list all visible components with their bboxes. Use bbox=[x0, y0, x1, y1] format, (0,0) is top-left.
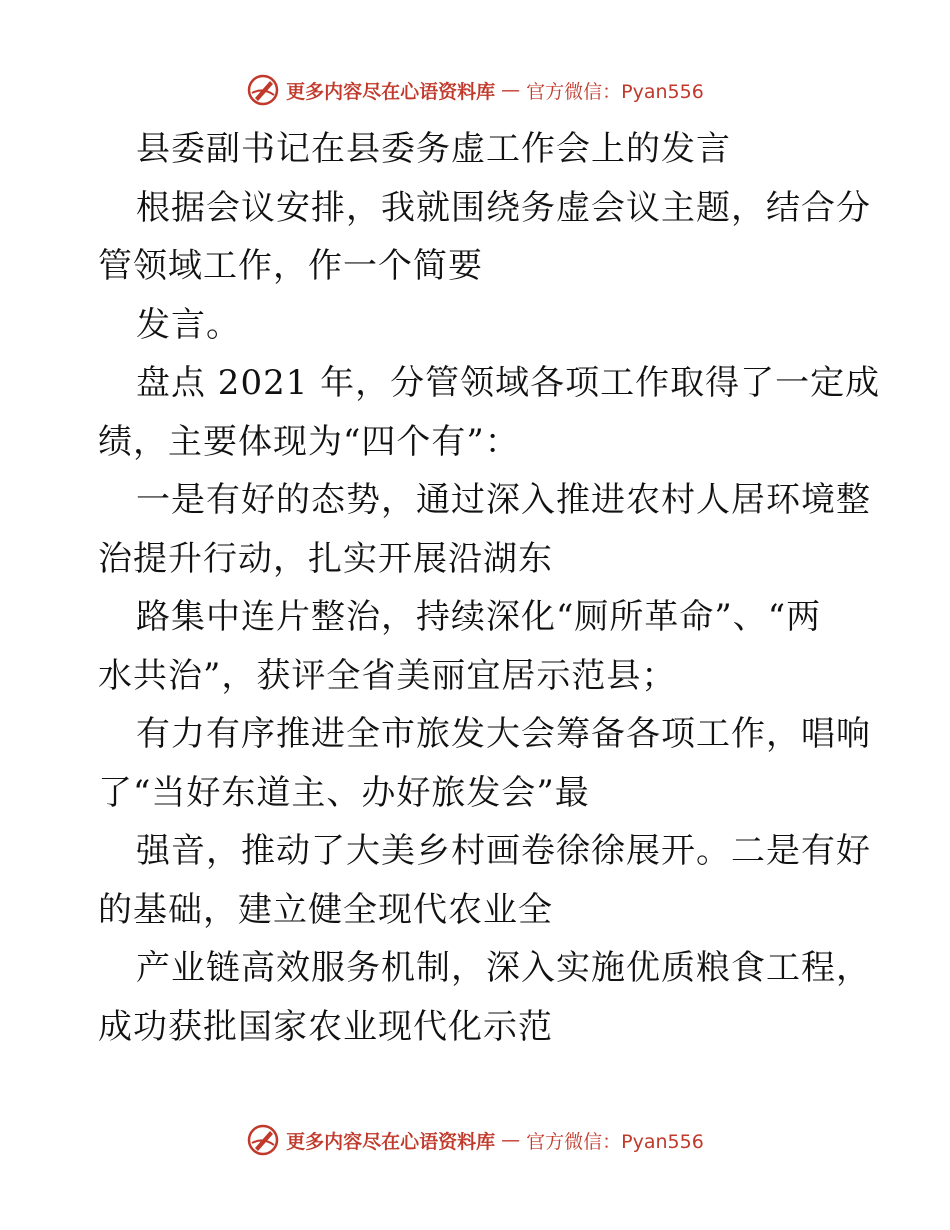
paragraph-line: 的基础，建立健全现代农业全 bbox=[98, 889, 553, 930]
paragraph-line: 水共治”，获评全省美丽宜居示范县； bbox=[98, 655, 677, 696]
header-watermark bbox=[0, 70, 950, 110]
header-brand-text: 更多内容尽在心语资料库 bbox=[286, 80, 496, 103]
paragraph-line: 成功获批国家农业现代化示范 bbox=[98, 1006, 553, 1047]
paragraph-line: 了“当好东道主、办好旅发会”最 bbox=[98, 772, 590, 813]
paragraph-line: 管领域工作，作一个简要 bbox=[98, 246, 483, 286]
footer-wechat-text: 官方微信：Pyan556 bbox=[526, 1130, 704, 1153]
header-separator: — bbox=[501, 79, 521, 101]
document-title: 县委副书记在县委务虚工作会上的发言 bbox=[136, 129, 731, 169]
paragraph-line: 一是有好的态势，通过深入推进农村人居环境整 bbox=[136, 480, 871, 520]
paragraph-line: 路集中连片整治，持续深化“厕所革命”、“两 bbox=[136, 597, 822, 637]
paragraph-line: 治提升行动，扎实开展沿湖东 bbox=[98, 538, 553, 579]
paragraph-line: 产业链高效服务机制，深入实施优质粮食工程， bbox=[136, 948, 871, 988]
document-body bbox=[98, 120, 881, 1056]
paragraph-line: 有力有序推进全市旅发大会筹备各项工作，唱响 bbox=[136, 714, 871, 754]
paragraph-line: 绩，主要体现为“四个有”： bbox=[98, 421, 520, 462]
paragraph-line: 根据会议安排，我就围绕务虚会议主题，结合分 bbox=[136, 187, 871, 228]
paragraph-line: 盘点 2021 年，分管领域各项工作取得了一定成 bbox=[136, 363, 881, 403]
quill-logo-icon bbox=[246, 1123, 280, 1157]
quill-logo-icon bbox=[246, 73, 280, 107]
footer-watermark bbox=[0, 1120, 950, 1160]
paragraph-line: 强音，推动了大美乡村画卷徐徐展开。二是有好 bbox=[136, 831, 871, 871]
footer-brand-text: 更多内容尽在心语资料库 bbox=[286, 1130, 496, 1153]
header-wechat-text: 官方微信：Pyan556 bbox=[526, 80, 704, 103]
paragraph-line: 发言。 bbox=[136, 304, 241, 345]
footer-separator: — bbox=[501, 1129, 521, 1151]
